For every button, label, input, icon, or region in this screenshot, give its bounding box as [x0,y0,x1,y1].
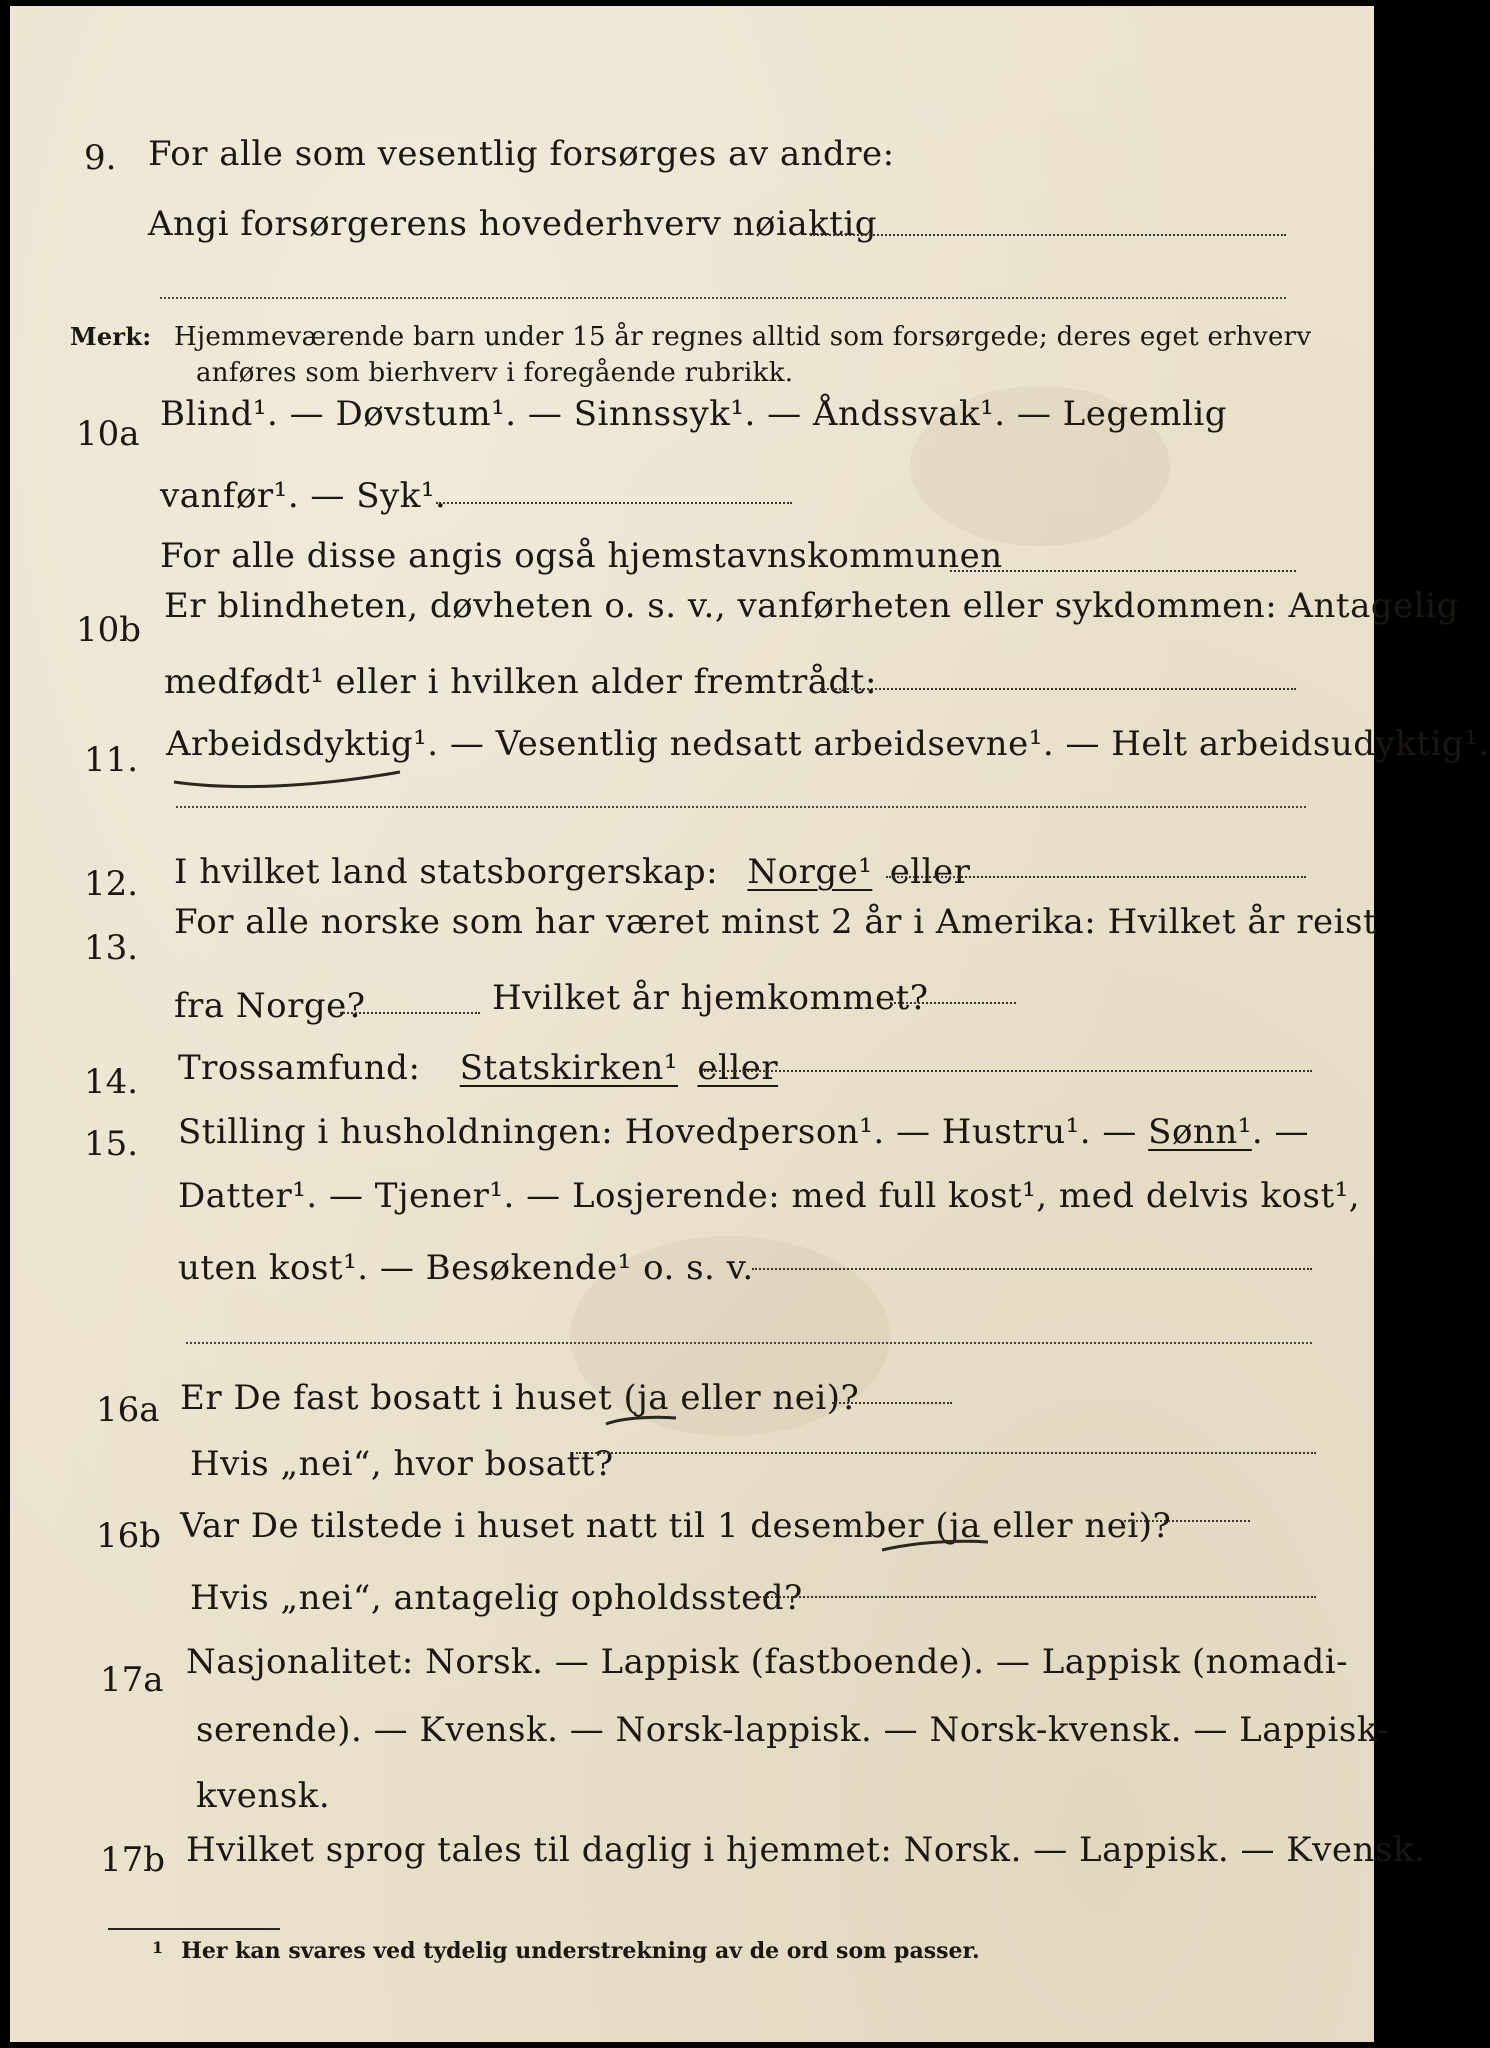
q16a-answer-field[interactable] [832,1402,952,1404]
q16b-line2: Hvis „nei“, antagelig opholdssted? [190,1578,803,1618]
q17a-line1: Nasjonalitet: Norsk. — Lappisk (fastboende). — Lappisk (nomadi- [186,1642,1349,1682]
q12-rest: eller [889,852,971,892]
q15-answer-sonn[interactable]: Sønn¹ [1148,1112,1252,1152]
merk-label: Merk: [70,322,152,351]
merk-line2: anføres som bierhverv i foregående rubrikk. [196,358,794,388]
q15-line2: Datter¹. — Tjener¹. — Losjerende: med full kost¹, med delvis kost¹, [178,1176,1361,1216]
merk-note [70,322,1311,352]
q15-line3: uten kost¹. — Besøkende¹ o. s. v. [178,1248,754,1288]
q12-answer-field[interactable] [886,876,1306,878]
q11-line [166,724,1490,764]
q10a-line2: vanfør¹. — Syk¹. [160,476,447,516]
q15-line1 [178,1112,1309,1152]
q11-number: 11. [84,740,139,780]
q15-answer-field[interactable] [752,1268,1312,1270]
q14-number: 14. [84,1062,139,1102]
q13-year-left-field[interactable] [340,1012,480,1014]
q10b-answer-field[interactable] [820,688,1296,690]
q17b-line1: Hvilket sprog tales til daglig i hjemmet: Norsk. — Lappisk. — Kvensk. [186,1830,1426,1870]
q13-line2b: Hvilket år hjemkommet? [492,978,929,1018]
q13-line2a: fra Norge? [174,986,366,1026]
q10a-line1: Blind¹. — Døvstum¹. — Sinnssyk¹. — Åndssvak¹. — Legemlig [160,394,1227,434]
q15-line1-text: Stilling i husholdningen: Hovedperson¹. — Hustru¹. — [178,1112,1137,1152]
q16b-answer-field[interactable] [1120,1520,1250,1522]
q9-answer-field[interactable] [810,234,1286,236]
footnote [152,1938,980,1964]
q12-line [174,852,970,892]
q13-year-returned-field[interactable] [890,1002,1016,1004]
footnote-text: Her kan svares ved tydelig understrekning av de ord som passer. [181,1938,980,1964]
q17a-line2: serende). — Kvensk. — Norsk-lappisk. — Norsk-kvensk. — Lappisk- [196,1710,1390,1750]
q14-text: Trossamfund: [178,1048,421,1088]
q17b-number: 17b [100,1840,166,1880]
q11-handwritten-underline [170,764,410,794]
q16b-line1: Var De tilstede i huset natt til 1 desember (ja eller nei)? [180,1506,1172,1546]
q10a-answer-field[interactable] [436,502,792,504]
q17a-line3: kvensk. [196,1776,331,1816]
q11-answer-line[interactable] [176,806,1306,808]
q14-rest: eller [697,1048,779,1088]
q16a-line2: Hvis „nei“, hvor bosatt? [190,1444,614,1484]
q9-line1: For alle som vesentlig forsørges av andre: [148,134,895,174]
q9-extra-answer-line[interactable] [160,297,1286,299]
q9-number: 9. [84,138,117,178]
q16b-handwritten-underline [876,1530,996,1556]
q12-answer-norge[interactable]: Norge¹ [747,852,873,892]
q14-answer-field[interactable] [704,1070,1312,1072]
q13-number: 13. [84,928,139,968]
q16a-line1: Er De fast bosatt i huset (ja eller nei)? [180,1378,860,1418]
q10a-home-municipality-field[interactable] [950,570,1296,572]
q12-number: 12. [84,864,139,904]
q15-extra-answer-line[interactable] [186,1342,1312,1344]
footnote-mark: 1 [152,1938,164,1957]
q10b-number: 10b [76,610,142,650]
q14-answer-statskirken[interactable]: Statskirken¹ [459,1048,679,1088]
q11-answer-arbeidsdyktig[interactable]: Arbeidsdyktig¹ [166,724,428,764]
q15-number: 15. [84,1124,139,1164]
footnote-divider [108,1928,280,1930]
q16a-handwritten-underline [602,1408,682,1432]
q9-line2: Angi forsørgerens hovederhverv nøiaktig [148,204,878,244]
q16b-location-field[interactable] [756,1596,1316,1598]
q10a-number: 10a [76,414,140,454]
q15-line1-end: . — [1251,1112,1309,1152]
q17a-number: 17a [100,1660,164,1700]
q10b-line1: Er blindheten, døvheten o. s. v., vanførheten eller sykdommen: Antagelig [164,586,1459,626]
q13-line1: For alle norske som har været minst 2 år i Amerika: Hvilket år reist [174,902,1378,942]
q16b-number: 16b [96,1516,162,1556]
q10b-line2: medfødt¹ eller i hvilken alder fremtrådt: [164,662,877,702]
merk-line1: Hjemmeværende barn under 15 år regnes alltid som forsørgede; deres eget erhverv [174,322,1312,352]
q16a-residence-field[interactable] [576,1452,1316,1454]
q16a-number: 16a [96,1390,160,1430]
q12-text: I hvilket land statsborgerskap: [174,852,719,892]
q14-line [178,1048,778,1088]
q11-rest: . — Vesentlig nedsatt arbeidsevne¹. — Helt arbeidsudyktig¹. [427,724,1490,764]
q10a-line3: For alle disse angis også hjemstavnskommunen [160,536,1003,576]
census-form-page [10,6,1490,2042]
